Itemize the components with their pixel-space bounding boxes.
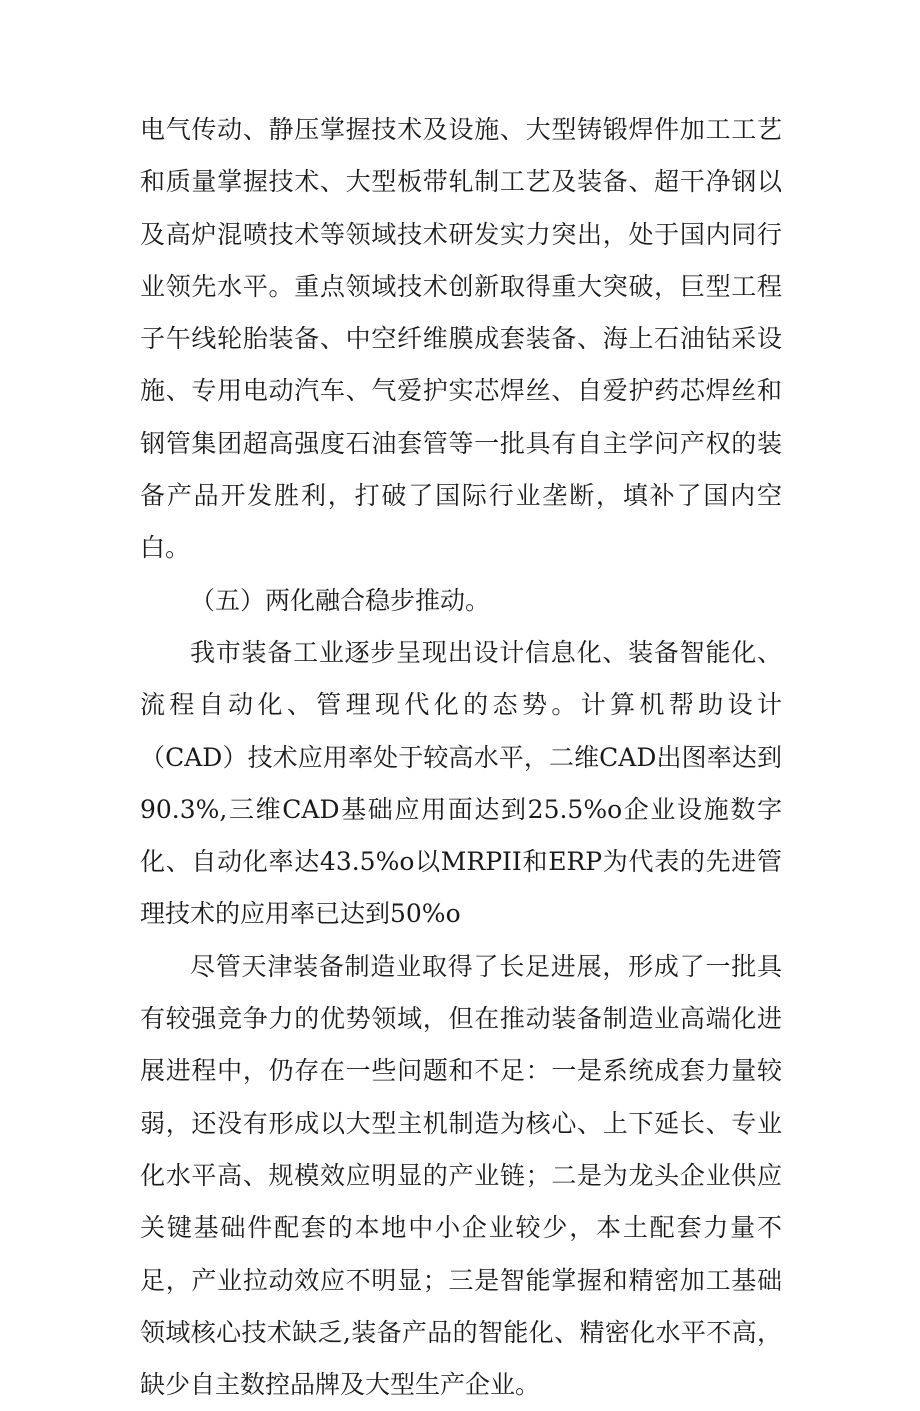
paragraph-informatization: 我市装备工业逐步呈现出设计信息化、装备智能化、流程自动化、管理现代化的态势。计算机帮助设计（CAD）技术应用率处于较高水平，二维CAD出图率达到90.3%,三维CAD基础应用面达到25.5%o企业设施数字化、自动化率达43.5%o以MRPII和ERP为代表的先进管理技术的应用率已达到50%o	[140, 637, 782, 929]
paragraph-technology-strength: 电气传动、静压掌握技术及设施、大型铸锻焊件加工工艺和质量掌握技术、大型板带轧制工艺及装备、超干净钢以及高炉混喷技术等领域技术研发实力突出，处于国内同行业领先水平。重点领域技术创新取得重大突破，巨型工程子午线轮胎装备、中空纤维膜成套装备、海上石油钻采设施、专用电动汽车、气爱护实芯焊丝、自爱护药芯焊丝和钢管集团超高强度石油套管等一批具有自主学问产权的装备产品开发胜利，打破了国际行业垄断，填补了国内空白。	[140, 115, 782, 563]
paragraph-problems: 尽管天津装备制造业取得了长足进展，形成了一批具有较强竞争力的优势领域，但在推动装备制造业高端化进展进程中，仍存在一些问题和不足：一是系统成套力量较弱，还没有形成以大型主机制造为核心、上下延长、专业化水平高、规模效应明显的产业链；二是为龙头企业供应关键基础件配套的本地中小企业较少，本土配套力量不足，产业拉动效应不明显；三是智能掌握和精密加工基础领域核心技术缺乏,装备产品的智能化、精密化水平不高，缺少自主数控品牌及大型生产企业。	[140, 951, 782, 1400]
section-heading-five: （五）两化融合稳步推动。	[190, 585, 491, 615]
document-body	[140, 104, 782, 1411]
